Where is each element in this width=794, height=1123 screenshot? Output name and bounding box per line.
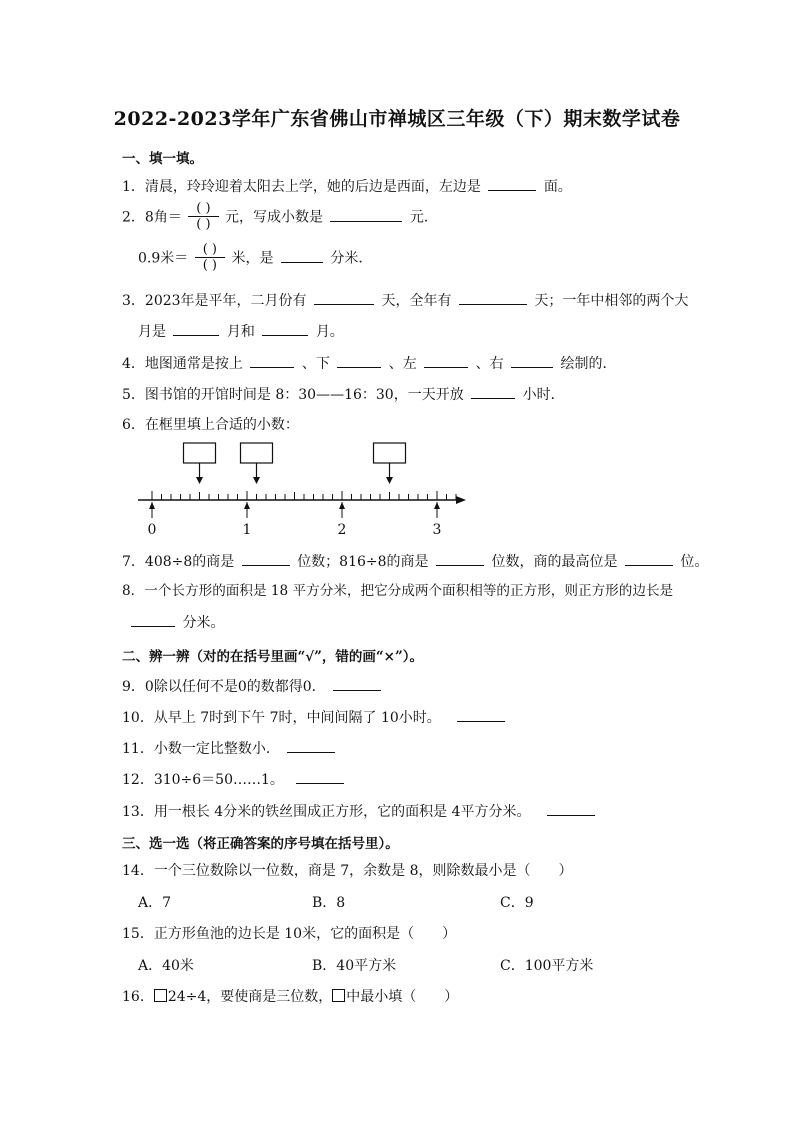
- question-10: [122, 707, 508, 727]
- q9-text: 9．0除以任何不是0的数都得0．: [122, 679, 326, 695]
- answer-blank[interactable]: [131, 612, 175, 627]
- q2-text-b-mid: 米，是: [231, 250, 274, 267]
- answer-box[interactable]: [374, 443, 406, 463]
- arrowhead-icon: [434, 502, 440, 509]
- answer-blank[interactable]: [424, 353, 468, 368]
- fraction-numerator: ( ): [188, 201, 218, 217]
- number-line-label: 1: [242, 522, 252, 538]
- answer-blank[interactable]: [330, 207, 402, 222]
- answer-blank[interactable]: [281, 248, 323, 263]
- square-box-icon: [154, 989, 167, 1002]
- question-3-line-2: [138, 321, 344, 341]
- question-11: [122, 738, 338, 758]
- q16-text-b: 24÷4，要使商是三位数，: [167, 989, 333, 1005]
- answer-blank[interactable]: [488, 176, 536, 191]
- q7-text-b: 位数；816÷8的商是: [297, 554, 429, 570]
- number-line-label: 3: [432, 522, 442, 538]
- q3-text: 3．2023年是平年，二月份有: [122, 293, 307, 309]
- q15-option-a[interactable]: A．40米: [138, 958, 194, 974]
- q16-text-c: 中最小填（ ）: [346, 989, 459, 1005]
- question-16: [122, 988, 458, 1006]
- answer-blank[interactable]: [436, 551, 484, 566]
- q3-text-b: 月是: [138, 324, 166, 340]
- q1-text: 1．清晨，玲玲迎着太阳去上学，她的后边是西面，左边是: [122, 179, 481, 195]
- q13-text: 13．用一根长 4分米的铁丝围成正方形，它的面积是 4平方分米。: [122, 804, 531, 820]
- number-line-label: 0: [147, 522, 157, 538]
- answer-blank[interactable]: [242, 551, 290, 566]
- question-12: [122, 769, 347, 789]
- question-5: [122, 384, 565, 404]
- answer-blank[interactable]: [471, 384, 515, 399]
- q3-text-mid: 天，全年有: [381, 293, 452, 309]
- q4-text: 4．地图通常是按上: [122, 356, 243, 372]
- q16-text: 16．: [122, 989, 154, 1005]
- q4-text-c: 、左: [388, 356, 417, 372]
- question-4: [122, 353, 617, 373]
- q7-text-end: 位。: [680, 554, 709, 570]
- q3-text-b-end: 月。: [315, 324, 344, 340]
- question-8-line-2: [128, 612, 224, 632]
- arrowhead-icon: [196, 477, 203, 484]
- arrowhead-icon: [456, 496, 466, 504]
- answer-blank[interactable]: [250, 353, 294, 368]
- fraction-blank[interactable]: [188, 201, 218, 232]
- q15-option-c[interactable]: C．100平方米: [500, 958, 594, 974]
- arrowhead-icon: [244, 502, 250, 509]
- number-line: [130, 438, 475, 543]
- fraction-denominator: ( ): [202, 258, 217, 273]
- q2-text-b: 0.9米＝: [138, 250, 189, 267]
- q7-text: 7．408÷8的商是: [122, 554, 235, 570]
- q8-text-end: 分米。: [182, 615, 225, 631]
- section-heading-fill: 一、填一填。: [122, 151, 203, 167]
- answer-blank[interactable]: [547, 801, 595, 816]
- q5-text: 5．图书馆的开馆时间是 8：30——16：30，一天开放: [122, 387, 464, 403]
- question-3: [122, 290, 688, 310]
- question-15: 15．正方形鱼池的边长是 10米，它的面积是（ ）: [122, 926, 457, 942]
- page-title: 2022-2023学年广东省佛山市禅城区三年级（下）期末数学试卷: [113, 108, 681, 130]
- answer-box[interactable]: [241, 443, 273, 463]
- question-2-part-b: [138, 243, 372, 274]
- answer-blank[interactable]: [511, 353, 553, 368]
- q2-text: 2．8角＝: [122, 209, 182, 226]
- q4-text-e: 绘制的．: [560, 356, 617, 372]
- q4-text-d: 、右: [475, 356, 504, 372]
- q7-text-c: 位数，商的最高位是: [491, 554, 618, 570]
- q15-option-b[interactable]: B．40平方米: [312, 958, 397, 974]
- q14-option-c[interactable]: C．9: [500, 895, 534, 911]
- square-box-icon: [332, 989, 345, 1002]
- q2-text-b-end: 分米．: [330, 250, 373, 267]
- question-8: 8．一个长方形的面积是 18 平方分米，把它分成两个面积相等的正方形，则正方形的边长是: [122, 583, 674, 599]
- question-9: [122, 676, 384, 696]
- q2-text-end: 元．: [409, 209, 438, 226]
- q14-option-b[interactable]: B．8: [312, 895, 346, 911]
- q1-text-end: 面。: [543, 179, 572, 195]
- answer-box[interactable]: [184, 443, 216, 463]
- answer-blank[interactable]: [287, 738, 335, 753]
- answer-blank[interactable]: [457, 707, 505, 722]
- section-heading-choose: 三、选一选（将正确答案的序号填在括号里）。: [122, 836, 399, 852]
- arrowhead-icon: [149, 502, 155, 509]
- answer-blank[interactable]: [296, 769, 344, 784]
- answer-blank[interactable]: [173, 321, 219, 336]
- section-heading-judge: 二、辨一辨（对的在括号里画“√”，错的画“×”）。: [122, 649, 423, 665]
- q5-text-end: 小时．: [522, 387, 565, 403]
- question-2: [122, 202, 438, 233]
- answer-blank[interactable]: [333, 676, 381, 691]
- answer-blank[interactable]: [314, 290, 374, 305]
- q3-text-b-mid: 月和: [226, 324, 255, 340]
- number-line-label: 2: [337, 522, 347, 538]
- answer-blank[interactable]: [262, 321, 308, 336]
- question-14: 14．一个三位数除以一位数，商是 7，余数是 8，则除数最小是（ ）: [122, 863, 573, 879]
- question-6: 6．在框里填上合适的小数：: [122, 417, 299, 433]
- question-13: [122, 801, 598, 821]
- q14-option-a[interactable]: A．7: [138, 895, 172, 911]
- answer-blank[interactable]: [625, 551, 673, 566]
- fraction-numerator: ( ): [195, 242, 225, 258]
- q12-text: 12．310÷6＝50……1。: [122, 772, 284, 788]
- arrowhead-icon: [386, 477, 393, 484]
- arrowhead-icon: [253, 477, 260, 484]
- q4-text-b: 、下: [301, 356, 330, 372]
- q11-text: 11．小数一定比整数小．: [122, 741, 280, 757]
- answer-blank[interactable]: [459, 290, 527, 305]
- arrowhead-icon: [339, 502, 345, 509]
- q10-text: 10．从早上 7时到下午 7时，中间间隔了 10小时。: [122, 710, 441, 726]
- question-7: [122, 551, 708, 571]
- question-1: [122, 176, 572, 196]
- fraction-blank[interactable]: [195, 242, 225, 273]
- answer-blank[interactable]: [337, 353, 381, 368]
- fraction-denominator: ( ): [196, 217, 211, 232]
- q2-text-mid: 元，写成小数是: [225, 209, 324, 226]
- q3-text-mid2: 天；一年中相邻的两个大: [534, 293, 689, 309]
